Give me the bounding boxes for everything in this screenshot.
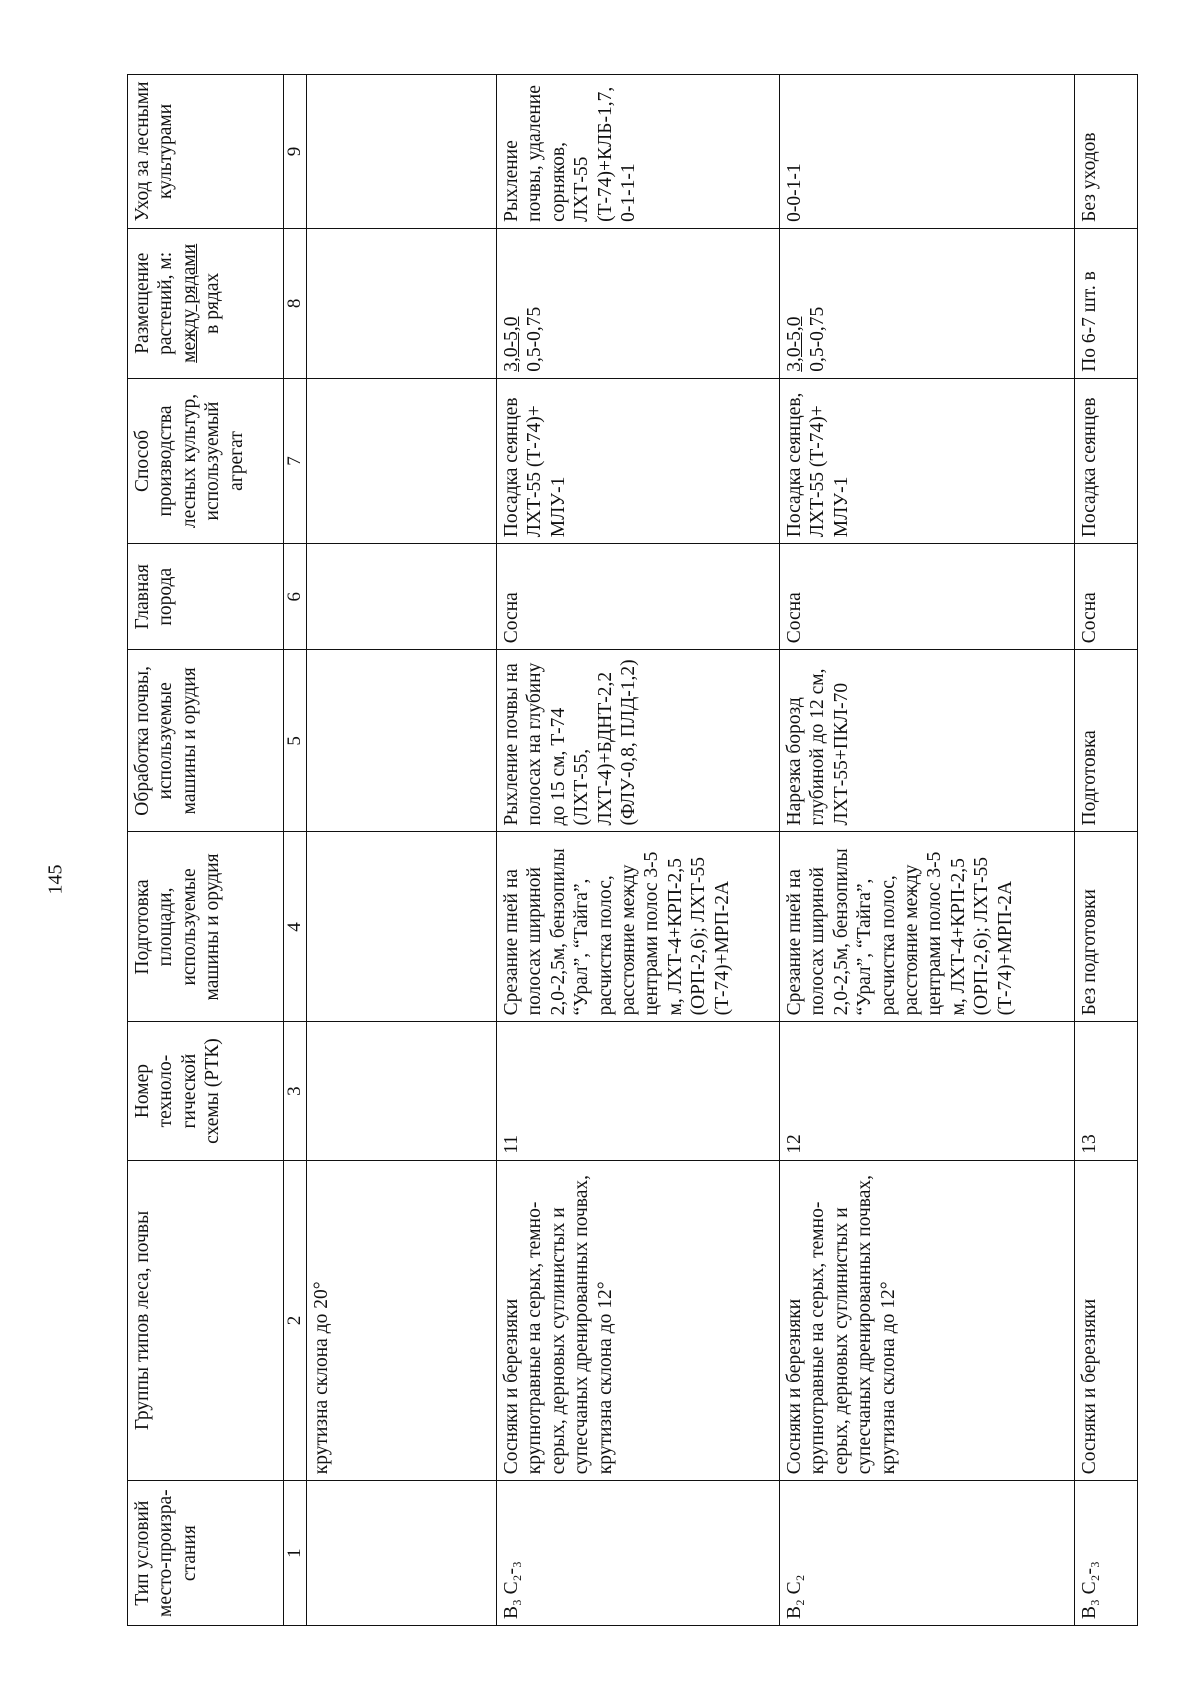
column-number-row: [284, 75, 307, 1626]
column-number: 3: [284, 1022, 307, 1160]
cell-area-preparation: Срезание пней на полосах шириной 2,0-2,5м, бензопилы “Урал”, “Тайга”, расчистка полос, расстояние между центрами полос 3-5 м, ЛХТ-4+КРП-2,5 (ОРП-2,6); ЛХТ-55 (Т-74)+МРП-2А: [780, 832, 1075, 1022]
cell-area-preparation: Без подготовки: [1075, 832, 1138, 1022]
spacing-in-rows: 0,5-0,75: [807, 306, 829, 372]
header-forest-groups: Группы типов леса, почвы: [128, 1160, 284, 1481]
cell-forest-groups: Сосняки и березняки: [1075, 1160, 1138, 1481]
cell-production-method: Посадка сеянцев, ЛХТ-55 (Т-74)+ МЛУ-1: [780, 378, 1075, 543]
cell-site-type: [307, 1481, 497, 1626]
header-spacing-in: в рядах: [202, 272, 224, 334]
header-plant-spacing: [128, 228, 284, 378]
column-number: 9: [284, 75, 307, 229]
cell-main-species: [307, 544, 497, 650]
column-number: 6: [284, 544, 307, 650]
spacing-between-rows: По 6-7 шт. в: [1079, 271, 1100, 372]
spacing-between-rows: 3,0-5,0: [784, 316, 805, 372]
cell-production-method: Посадка сеянцев: [1075, 378, 1138, 543]
table-row: [307, 75, 497, 1626]
table-row: [497, 75, 780, 1626]
cell-rtk-number: 12: [780, 1022, 1075, 1160]
header-site-type: Тип условий место-произра-стания: [128, 1481, 284, 1626]
column-number: 4: [284, 832, 307, 1022]
header-production-method: Способ производства лесных культур, используемый агрегат: [128, 378, 284, 543]
cell-soil-treatment: Рыхление почвы на полосах на глубину до 15 см, Т-74 (ЛХТ-55, ЛХТ-4)+БДНТ-2,2 (ФЛУ-0,8, ПЛД-1,2): [497, 650, 780, 832]
cell-forest-groups: Сосняки и березняки крупнотравные на серых, темно-серых, дерновых суглинистых и супесчаных дренированных почвах, крутизна склона до 12°: [780, 1160, 1075, 1481]
cell-plant-spacing: [1075, 228, 1138, 378]
cell-soil-treatment: [307, 650, 497, 832]
rotated-table-wrapper: [127, 74, 1137, 1626]
cell-soil-treatment: Подготовка: [1075, 650, 1138, 832]
table-row: [1075, 75, 1138, 1626]
header-culture-care: Уход за лесными культурами: [128, 75, 284, 229]
cell-main-species: Сосна: [1075, 544, 1138, 650]
header-spacing-title: Размещение растений, м:: [132, 251, 177, 355]
cell-culture-care: Без уходов: [1075, 75, 1138, 229]
spacing-in-rows: 0,5-0,75: [524, 306, 546, 372]
column-number: 5: [284, 650, 307, 832]
header-spacing-between: между рядами: [178, 243, 200, 363]
cell-culture-care: Рыхление почвы, удаление сорняков, ЛХТ-55 (Т-74)+КЛБ-1,7, 0-1-1-1: [497, 75, 780, 229]
header-row: [128, 75, 284, 1626]
cell-area-preparation: [307, 832, 497, 1022]
cell-rtk-number: [307, 1022, 497, 1160]
cell-main-species: Сосна: [497, 544, 780, 650]
spacing-between-rows: 3,0-5,0: [501, 316, 522, 372]
header-rtk-number: Номер техноло-гической схемы (РТК): [128, 1022, 284, 1160]
cell-culture-care: 0-0-1-1: [780, 75, 1075, 229]
cell-plant-spacing: [780, 228, 1075, 378]
cell-site-type: В₃ С₂-₃: [1075, 1481, 1138, 1626]
forest-culture-table: [127, 74, 1138, 1626]
header-soil-treatment: Обработка почвы, используемые машины и орудия: [128, 650, 284, 832]
cell-production-method: [307, 378, 497, 543]
cell-soil-treatment: Нарезка борозд глубиной до 12 см, ЛХТ-55+ПКЛ-70: [780, 650, 1075, 832]
cell-site-type: В₂ С₂: [780, 1481, 1075, 1626]
cell-main-species: Сосна: [780, 544, 1075, 650]
column-number: 1: [284, 1481, 307, 1626]
cell-forest-groups: крутизна склона до 20°: [307, 1160, 497, 1481]
cell-culture-care: [307, 75, 497, 229]
cell-plant-spacing: [497, 228, 780, 378]
cell-rtk-number: 13: [1075, 1022, 1138, 1160]
table-row: [780, 75, 1075, 1626]
column-number: 2: [284, 1160, 307, 1481]
cell-area-preparation: Срезание пней на полосах шириной 2,0-2,5м, бензопилы “Урал”, “Тайга”, расчистка полос, расстояние между центрами полос 3-5 м, ЛХТ-4+КРП-2,5 (ОРП-2,6); ЛХТ-55 (Т-74)+МРП-2А: [497, 832, 780, 1022]
cell-plant-spacing: [307, 228, 497, 378]
cell-production-method: Посадка сеянцев ЛХТ-55 (Т-74)+ МЛУ-1: [497, 378, 780, 543]
column-number: 7: [284, 378, 307, 543]
header-main-species: Главная порода: [128, 544, 284, 650]
column-number: 8: [284, 228, 307, 378]
header-area-preparation: Подготовка площади, используемые машины и орудия: [128, 832, 284, 1022]
page-number: 145: [44, 864, 67, 895]
cell-site-type: В₃ С₂-₃: [497, 1481, 780, 1626]
cell-forest-groups: Сосняки и березняки крупнотравные на серых, темно-серых, дерновых суглинистых и супесчаных дренированных почвах, крутизна склона до 12°: [497, 1160, 780, 1481]
cell-rtk-number: 11: [497, 1022, 780, 1160]
